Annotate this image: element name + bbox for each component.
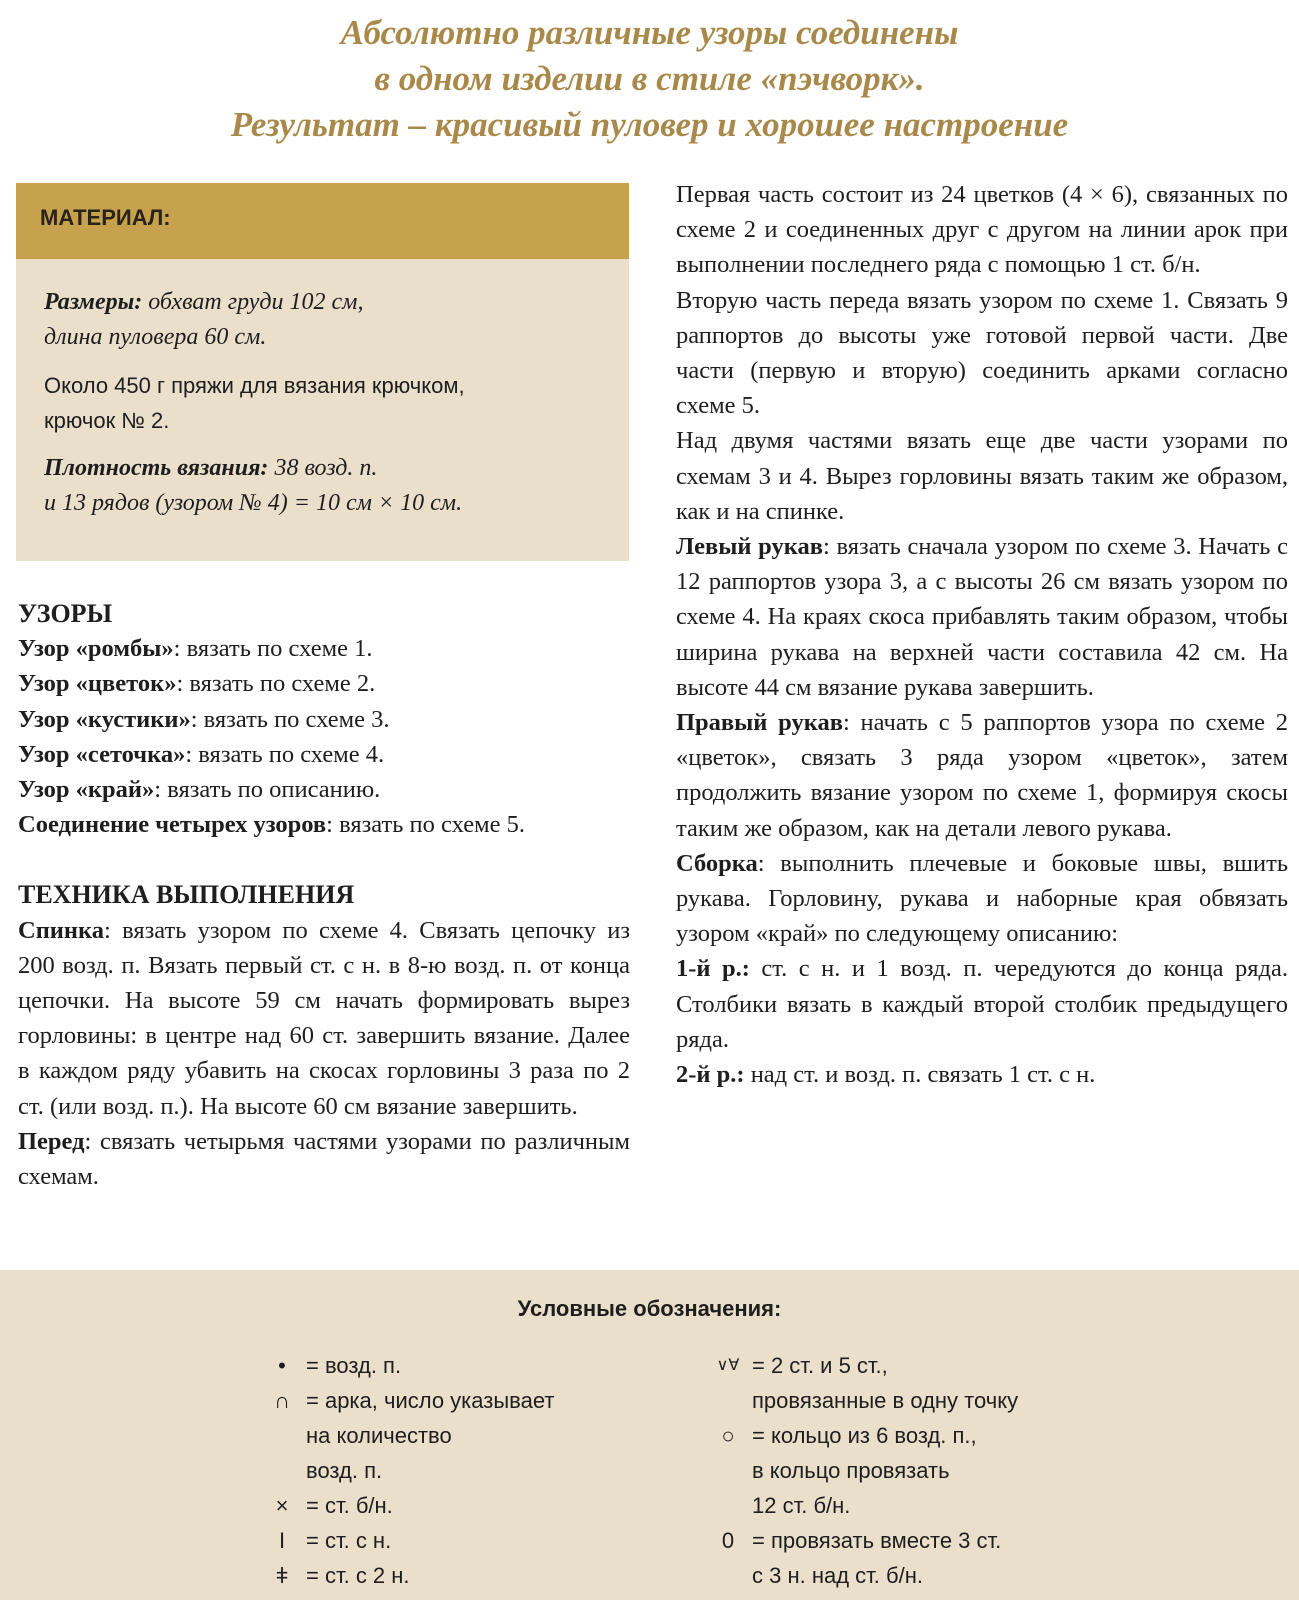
pattern-item [18,737,630,772]
sizes-label: Размеры: [44,289,143,315]
row-2-text: над ст. и возд. п. связать 1 ст. с н. [744,1061,1096,1089]
front-text: : связать четырьмя частями узорами по различным схемам. [18,1127,630,1191]
yarn-line-1: Около 450 г пряжи для вязания крючком, [44,373,465,398]
treble-crochet-icon: ǂ [275,1563,289,1588]
technique-heading: ТЕХНИКА ВЫПОЛНЕНИЯ [18,880,355,910]
legend-text: = ст. с н. [306,1528,392,1553]
left-sleeve-text: : вязать сначала узором по схеме 3. Начать с 12 раппортов узора 3, а с высоты 26 см вязать узором по схеме 4. На краях скоса прибавлять таким образом, чтобы ширина рукава на верхней части составила 42 см. На высоте 44 см вязание рукава завершить. [676,533,1288,701]
pattern-item [18,772,630,807]
legend-text: на количество [306,1423,452,1448]
front-label: Перед [18,1127,85,1155]
row-1-text: ст. с н. и 1 возд. п. чередуются до конца ряда. Столбики вязать в каждый второй столбик предыдущего ряда. [676,955,1288,1053]
legend-item [708,1348,1018,1383]
legend-text: = кольцо из 6 возд. п., [752,1423,977,1448]
legend-text: = возд. п. [306,1353,402,1378]
material-box [16,183,629,561]
pattern-desc: : вязать по схеме 2. [176,670,376,698]
pattern-name: Узор «сеточка» [18,740,186,768]
assembly-text: : выполнить плечевые и боковые швы, вшить рукава. Горловину, рукава и наборные края обвязать узором «край» по следующему описанию: [676,849,1288,948]
legend-item [262,1348,554,1383]
cluster-icon: 0 [721,1528,735,1553]
pattern-name: Узор «кустики» [18,705,191,733]
yarn-line-2: крючок № 2. [44,408,170,433]
row-2-paragraph [676,1057,1288,1092]
legend-text: провязанные в одну точку [752,1388,1019,1413]
double-crochet-icon: I [278,1528,286,1553]
sizes-value-1: обхват груди 102 см, [142,289,364,315]
pattern-item [18,666,630,701]
row-1-paragraph [676,951,1288,1057]
legend-text: 12 ст. б/н. [752,1493,851,1518]
assembly-paragraph [676,846,1288,952]
yarn [44,368,619,438]
right-sleeve-label: Правый рукав [676,709,843,737]
patterns-heading: УЗОРЫ [18,599,113,628]
density [44,451,619,521]
material-heading: МАТЕРИАЛ: [40,205,171,230]
left-column [18,596,630,1194]
assembly-label: Сборка [676,849,758,877]
row-1-label: 1-й р.: [676,955,750,983]
legend-item [708,1523,1018,1558]
title-line-2: в одном изделии в стиле «пэчворк». [374,59,925,98]
chain-stitch-icon: • [278,1353,286,1378]
pattern-item [18,631,630,666]
legend-text: = ст. б/н. [306,1493,393,1518]
back-label: Спинка [18,916,105,944]
legend-text: в кольцо провязать [752,1458,950,1483]
pattern-name: Узор «край» [18,776,155,804]
pattern-name: Соединение четырех узоров [18,811,327,839]
density-value-2: и 13 рядов (узором № 4) = 10 см × 10 см. [44,490,463,516]
paragraph-2: Вторую часть переда вязать узором по схеме 1. Связать 9 раппортов до высоты уже готовой первой части. Две части (первую и вторую) соединить арками согласно схеме 5. [676,286,1288,420]
legend-text: = 2 ст. и 5 ст., [752,1353,888,1378]
title-line-3: Результат – красивый пуловер и хорошее настроение [230,105,1069,144]
pattern-desc: : вязать по схеме 3. [190,705,390,733]
arch-icon: ∩ [274,1388,290,1413]
legend-text: = провязать вместе 3 ст. [752,1528,1002,1553]
pattern-desc: : вязать по схеме 5. [326,811,525,839]
pattern-item [18,807,630,842]
back-text: : вязать узором по схеме 4. Связать цепочку из 200 возд. п. Вязать первый ст. с н. в 8-ю возд. п. от конца цепочки. На высоте 59 см начать формировать вырез горловины: в центре над 60 ст. завершить вязание. Далее в каждом ряду убавить на скосах горловины 3 раза по 2 ст. (или возд. п.). На высоте 60 см вязание завершить. [18,916,630,1120]
right-sleeve-paragraph [676,705,1288,846]
pattern-desc: : вязать по описанию. [154,776,381,804]
pattern-item [18,702,630,737]
legend-text: возд. п. [306,1458,383,1483]
pattern-desc: : вязать по схеме 1. [173,635,373,663]
legend-text: = ст. с 2 н. [306,1563,410,1588]
density-label: Плотность вязания: [44,455,269,481]
sizes-value-2: длина пуловера 60 см. [44,324,267,350]
left-sleeve-paragraph [676,529,1288,705]
shell-icon: ∨∀ [716,1357,740,1374]
sizes [44,285,619,355]
pattern-name: Узор «ромбы» [18,635,174,663]
back-paragraph [18,913,630,1124]
title-line-1: Абсолютно различные узоры соединены [340,13,959,52]
material-header [16,183,629,259]
ring-icon: ○ [721,1423,735,1448]
legend-right-column [708,1348,1018,1593]
legend-text: с 3 н. над ст. б/н. [752,1563,924,1588]
paragraph-3: Над двумя частями вязать еще две части узорами по схемам 3 и 4. Вырез горловины вязать таким же образом, как и на спинке. [676,427,1288,525]
legend-title: Условные обозначения: [517,1296,782,1321]
pattern-desc: : вязать по схеме 4. [185,740,385,768]
legend-item [262,1383,554,1418]
legend-left-column [262,1348,554,1593]
single-crochet-icon: × [275,1493,289,1518]
left-sleeve-label: Левый рукав [676,533,823,561]
legend-item [708,1418,1018,1453]
legend-text: = арка, число указывает [306,1388,555,1413]
page-title [0,10,1299,148]
row-2-label: 2-й р.: [676,1061,745,1089]
paragraph-1: Первая часть состоит из 24 цветков (4 × 6), связанных по схеме 2 и соединенных друг с другом на линии арок при выполнении последнего ряда с помощью 1 ст. б/н. [676,181,1288,279]
legend-box [0,1270,1299,1600]
material-body [44,285,619,534]
front-paragraph [18,1124,630,1194]
right-sleeve-text: : начать с 5 раппортов узора по схеме 2 «цветок», связать 3 ряда узором «цветок», затем продолжить вязание узором по схеме 1, формируя скосы таким же образом, как на детали левого рукава. [676,709,1289,842]
legend-item [262,1523,554,1558]
legend-item [262,1558,554,1593]
density-value-1: 38 возд. п. [268,455,378,481]
right-column [676,177,1288,1092]
legend-item [262,1488,554,1523]
pattern-name: Узор «цветок» [18,670,177,698]
